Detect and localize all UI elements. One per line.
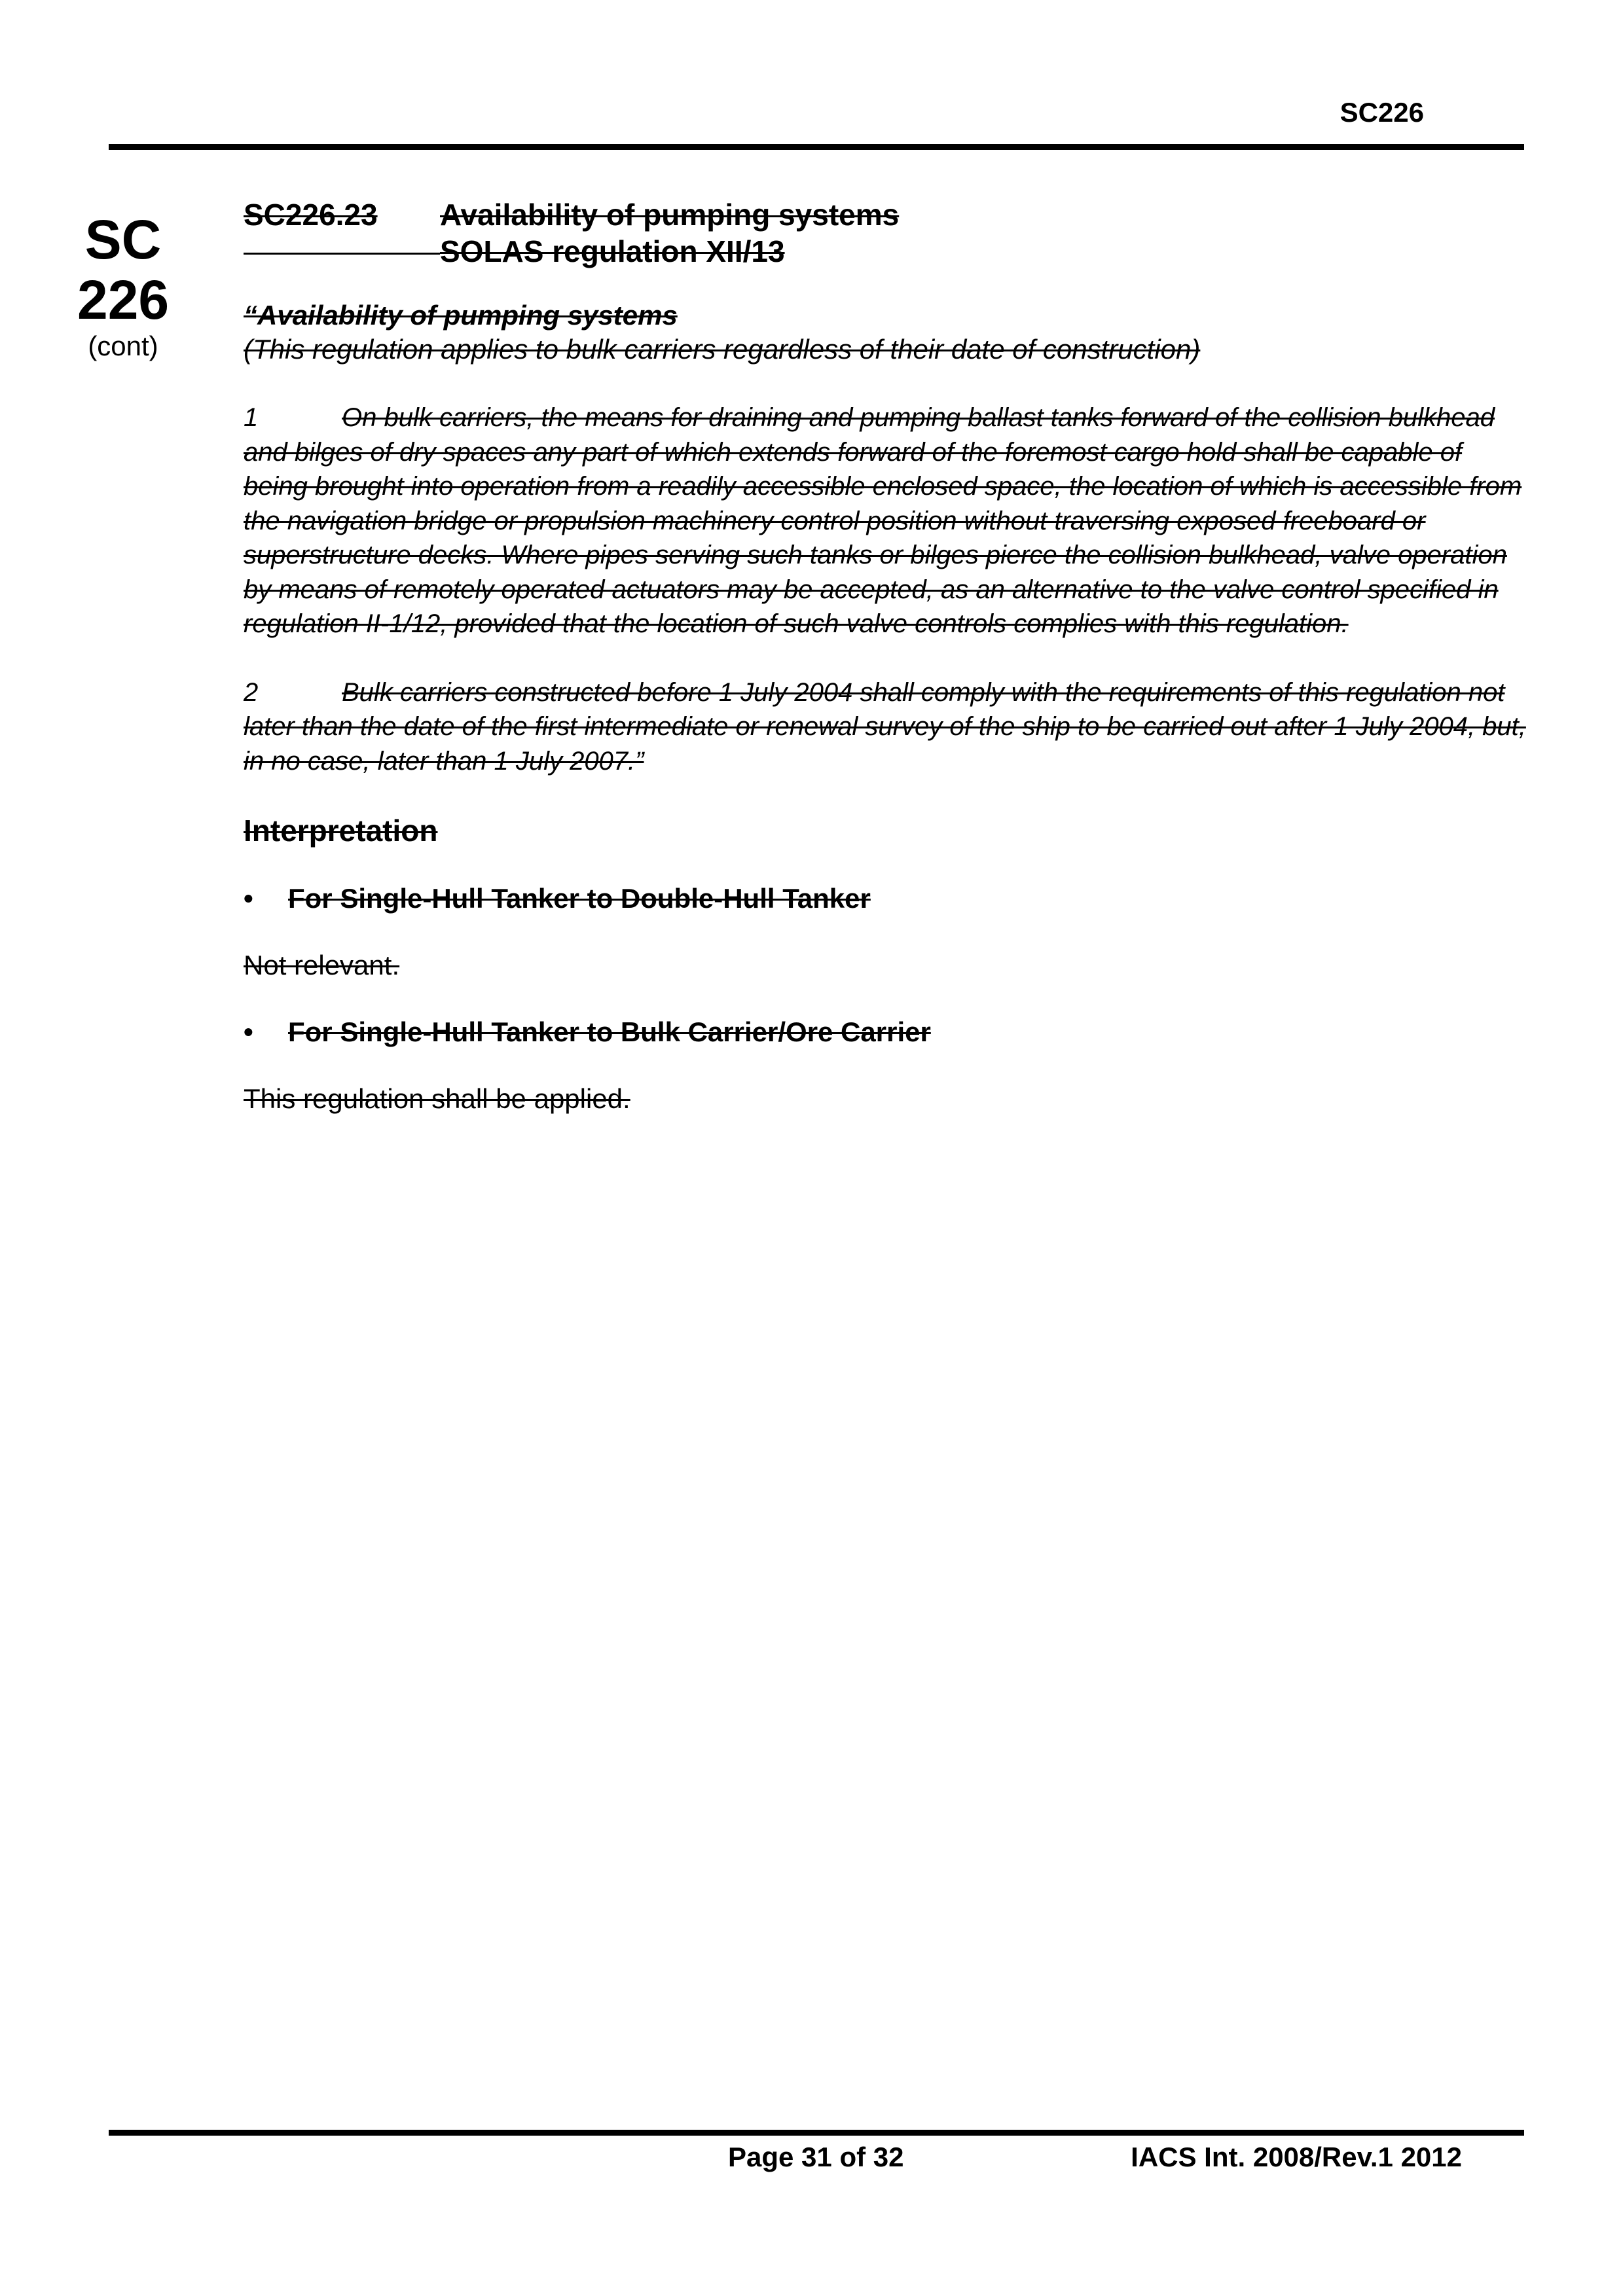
bullet-icon: •	[244, 1016, 253, 1047]
section-number: SC226.23	[244, 198, 378, 232]
quote-applies: (This regulation applies to bulk carriers regardless of their date of construction)	[244, 334, 1201, 365]
paragraph-number: 2	[244, 677, 259, 707]
footer-reference: IACS Int. 2008/Rev.1 2012	[1131, 2142, 1462, 2172]
header-code: SC226	[1340, 97, 1424, 128]
section-subheading-indent	[244, 233, 440, 255]
bullet-icon: •	[244, 883, 253, 914]
paragraph-text: Bulk carriers constructed before 1 July 2004 shall comply with the requirements of this regulation not later than the date of the first intermediate or renewal survey of the ship to be carried out after 1 July 2004, but, in no case, later than 1 July 2007.”	[244, 677, 1526, 776]
interpretation-item-label	[244, 1015, 1527, 1049]
item-label-text: For Single-Hull Tanker to Double-Hull Tanker	[288, 883, 871, 914]
document-body	[244, 196, 1527, 1116]
side-tag-sc: SC	[84, 209, 162, 270]
interpretation-item-text: Not relevant.	[244, 950, 400, 980]
side-tag	[77, 209, 169, 363]
interpretation-item-label	[244, 882, 1527, 916]
interpretation-item-text: This regulation shall be applied.	[244, 1083, 630, 1114]
side-tag-number: 226	[77, 269, 170, 331]
section-subtitle: SOLAS regulation XII/13	[440, 234, 785, 268]
paragraph-1	[244, 401, 1527, 641]
header-rule	[109, 144, 1524, 150]
quote-title: “Availability of pumping systems	[244, 300, 678, 331]
paragraph-number: 1	[244, 403, 259, 432]
section-subheading	[244, 233, 1527, 270]
interpretation-heading: Interpretation	[244, 814, 438, 848]
side-tag-cont: (cont)	[88, 331, 158, 361]
footer-rule	[109, 2130, 1524, 2136]
paragraph-2	[244, 675, 1527, 779]
section-heading	[244, 196, 1527, 233]
paragraph-text: On bulk carriers, the means for draining and pumping ballast tanks forward of the collision bulkhead and bilges of dry spaces any part of which extends forward of the foremost cargo hold shall be capable of being brought into operation from a readily accessible enclosed space, the location of which is accessible from the navigation bridge or propulsion machinery control position without traversing exposed freeboard or superstructure decks. Where pipes serving such tanks or bilges pierce the collision bulkhead, valve operation by means of remotely operated actuators may be accepted, as an alternative to the valve control specified in regulation II-1/12, provided that the location of such valve controls complies with this regulation.	[244, 403, 1522, 638]
item-label-text: For Single-Hull Tanker to Bulk Carrier/Ore Carrier	[288, 1016, 931, 1047]
section-title: Availability of pumping systems	[440, 198, 900, 232]
footer-page-number: Page 31 of 32	[728, 2142, 904, 2172]
